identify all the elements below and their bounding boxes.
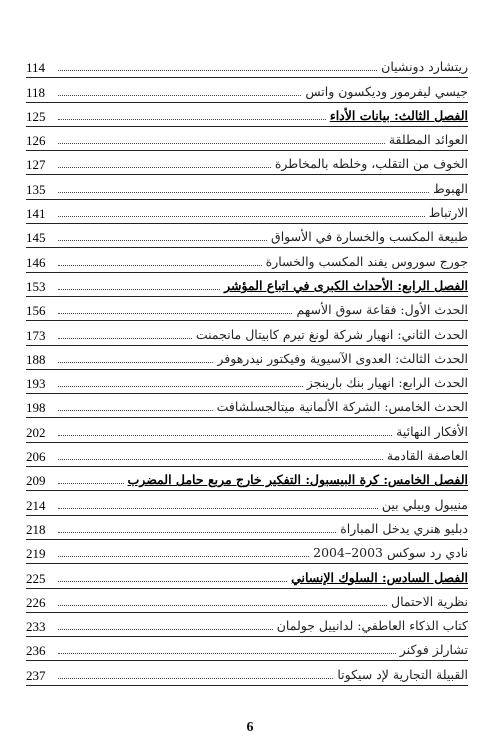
toc-entry-title: الارتباط xyxy=(428,205,468,221)
toc-leader-dots xyxy=(58,628,273,630)
toc-page-number: 209 xyxy=(26,473,46,489)
toc-row xyxy=(26,346,468,370)
toc-leader-dots xyxy=(58,191,429,193)
toc-leader-dots xyxy=(58,531,336,533)
toc-row xyxy=(26,516,468,540)
toc-row xyxy=(26,443,468,467)
toc-page-number: 125 xyxy=(26,108,46,124)
toc-chapter-row xyxy=(26,564,468,588)
toc-row xyxy=(26,248,468,272)
toc-leader-dots xyxy=(58,361,213,363)
toc-page-number: 127 xyxy=(26,157,46,173)
toc-page-number: 233 xyxy=(26,619,46,635)
toc-leader-dots xyxy=(58,409,213,411)
toc-entry-title: الهبوط xyxy=(433,180,468,196)
toc-page-number: 188 xyxy=(26,351,46,367)
toc-entry-title: الأفكار النهائية xyxy=(396,423,468,439)
toc-leader-dots xyxy=(58,507,378,509)
page-number: 6 xyxy=(246,720,254,735)
toc-leader-dots xyxy=(58,458,383,460)
toc-page-number: 156 xyxy=(26,303,46,319)
toc-row xyxy=(26,394,468,418)
toc-chapter-row xyxy=(26,467,468,491)
toc-entry-title: العوائد المطلقة xyxy=(388,132,468,148)
toc-row xyxy=(26,491,468,515)
toc-leader-dots xyxy=(58,337,192,339)
toc-leader-dots xyxy=(58,69,377,71)
toc-row xyxy=(26,589,468,613)
toc-entry-title: الحدث الثالث: العدوى الآسيوية وفيكتور نيدرهوفر xyxy=(217,350,468,366)
toc-entry-title: تشارلز فوكنر xyxy=(399,642,468,658)
toc-chapter-title: الفصل السادس: السلوك الإنساني xyxy=(291,569,468,585)
toc-row xyxy=(26,224,468,248)
toc-page-number: 206 xyxy=(26,449,46,465)
toc-page-number: 214 xyxy=(26,497,46,513)
toc-entry-title: جورج سوروس يفند المكسب والخسارة xyxy=(265,253,468,269)
toc-leader-dots xyxy=(58,652,396,654)
toc-entry-title: الحدث الخامس: الشركة الألمانية ميتالجسلشافت xyxy=(216,399,468,415)
toc-leader-dots xyxy=(58,385,303,387)
toc-row xyxy=(26,540,468,564)
toc-leader-dots xyxy=(58,604,387,606)
toc-entry-title: نادي رد سوكس 2003–2004 xyxy=(313,545,468,561)
toc-page-number: 198 xyxy=(26,400,46,416)
toc-row xyxy=(26,370,468,394)
toc-entry-title: جيسي ليفرمور وديكسون واتس xyxy=(305,83,468,99)
toc-entry-title: كتاب الذكاء العاطفي: لدانييل جولمان xyxy=(276,618,468,634)
toc-row xyxy=(26,418,468,442)
toc-page-number: 146 xyxy=(26,254,46,270)
toc-page-number: 226 xyxy=(26,594,46,610)
toc-page-number: 153 xyxy=(26,278,46,294)
toc-row xyxy=(26,637,468,661)
toc-page-number: 236 xyxy=(26,643,46,659)
toc-entry-title: الخوف من التقلب، وخلطه بالمخاطرة xyxy=(274,156,468,172)
toc-row xyxy=(26,297,468,321)
toc-row xyxy=(26,127,468,151)
toc-page-number: 141 xyxy=(26,206,46,222)
toc-row xyxy=(26,175,468,199)
toc-entry-title: منيبول وبيلي بين xyxy=(381,496,468,512)
toc-leader-dots xyxy=(58,580,287,582)
toc-row xyxy=(26,78,468,102)
toc-page-number: 225 xyxy=(26,570,46,586)
toc-page-number: 193 xyxy=(26,376,46,392)
toc-page-number: 118 xyxy=(26,84,46,100)
toc-row xyxy=(26,321,468,345)
toc-page-number: 173 xyxy=(26,327,46,343)
toc-row xyxy=(26,200,468,224)
toc-chapter-row xyxy=(26,273,468,297)
toc-leader-dots xyxy=(58,288,220,290)
toc-entry-title: العاصفة القادمة xyxy=(386,448,468,464)
toc-page-number: 114 xyxy=(26,60,46,76)
toc-leader-dots xyxy=(58,239,267,241)
toc-leader-dots xyxy=(58,142,385,144)
toc-leader-dots xyxy=(58,215,425,217)
toc-leader-dots xyxy=(58,94,301,96)
toc-entry-title: الحدث الأول: فقاعة سوق الأسهم xyxy=(296,302,468,318)
toc-leader-dots xyxy=(58,677,333,679)
toc-leader-dots xyxy=(58,166,271,168)
toc-entry-title: الحدث الرابع: انهيار بنك بارينجز xyxy=(306,375,468,391)
toc-leader-dots xyxy=(58,264,262,266)
toc-page-number: 218 xyxy=(26,521,46,537)
toc-entry-title: نظرية الاحتمال xyxy=(390,593,468,609)
toc-page-number: 202 xyxy=(26,424,46,440)
toc-entry-title: ريتشارد دونشيان xyxy=(381,59,468,75)
toc-chapter-title: الفصل الثالث: بيانات الأداء xyxy=(329,107,468,123)
table-of-contents xyxy=(26,54,468,686)
toc-page-number: 145 xyxy=(26,230,46,246)
toc-entry-title: القبيلة التجارية لإد سيكوتا xyxy=(337,666,468,682)
toc-row xyxy=(26,151,468,175)
toc-page-number: 135 xyxy=(26,181,46,197)
toc-leader-dots xyxy=(58,555,309,557)
toc-row xyxy=(26,54,468,78)
toc-entry-title: دبليو هنري يدخل المباراة xyxy=(340,520,468,536)
toc-leader-dots xyxy=(58,434,392,436)
toc-page-number: 237 xyxy=(26,667,46,683)
toc-entry-title: طبيعة المكسب والخسارة في الأسواق xyxy=(271,229,468,245)
toc-chapter-title: الفصل الرابع: الأحداث الكبرى في اتباع المؤشر xyxy=(224,277,468,293)
toc-page-number: 219 xyxy=(26,546,46,562)
toc-chapter-title: الفصل الخامس: كرة البيسبول: التفكير خارج مربع حامل المضرب xyxy=(127,472,468,488)
toc-leader-dots xyxy=(58,312,292,314)
toc-row xyxy=(26,613,468,637)
toc-row xyxy=(26,661,468,685)
toc-leader-dots xyxy=(58,482,124,484)
toc-chapter-row xyxy=(26,103,468,127)
toc-leader-dots xyxy=(58,118,326,120)
toc-entry-title: الحدث الثاني: انهيار شركة لونغ تيرم كابيتال مانجمنت xyxy=(195,326,468,342)
toc-page-number: 126 xyxy=(26,133,46,149)
